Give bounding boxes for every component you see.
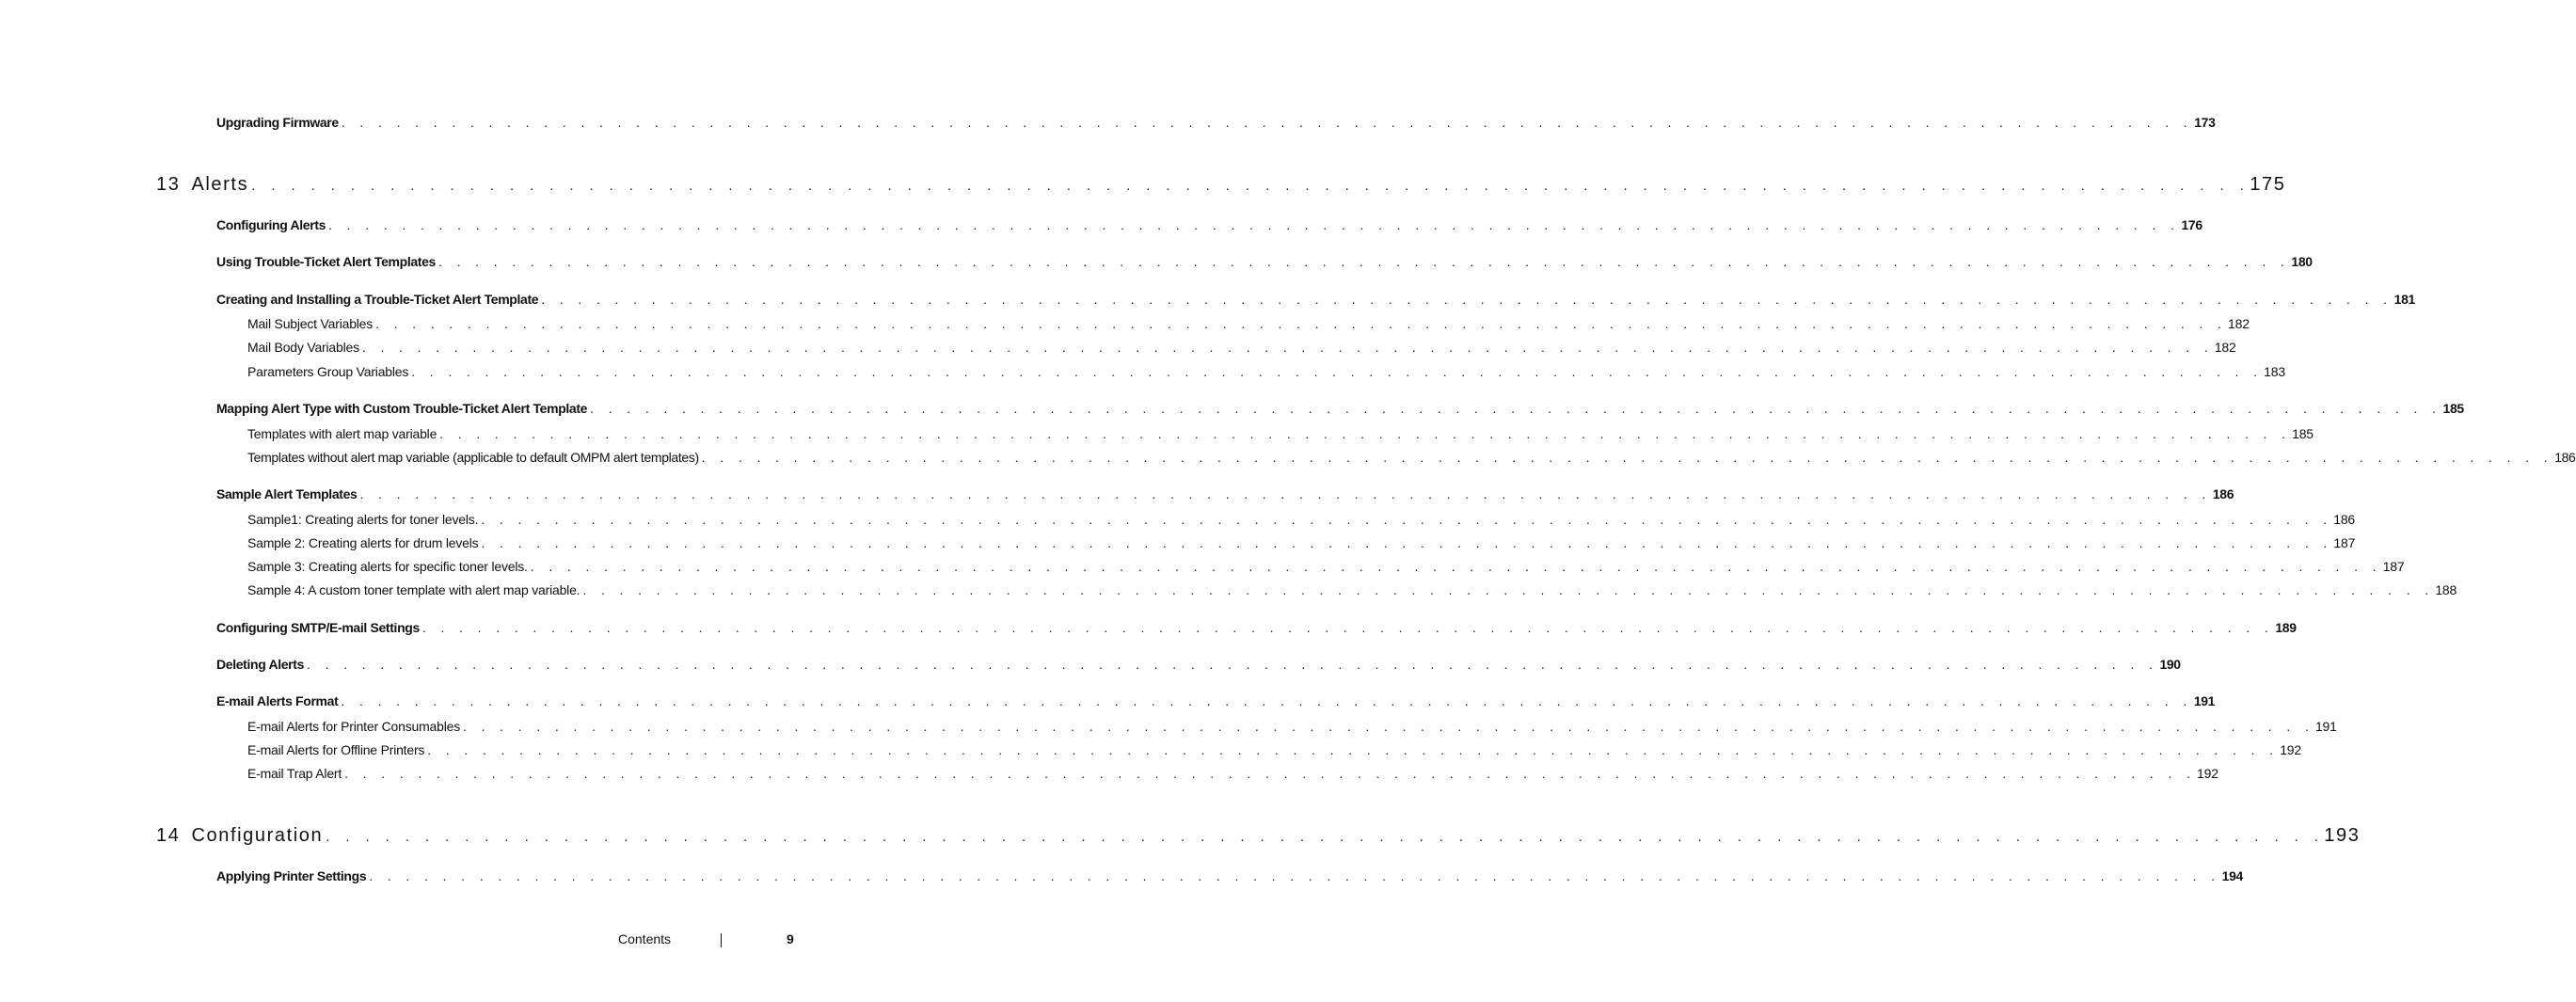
toc-entry-page: 176 xyxy=(2181,217,2202,232)
toc-chapter-heading[interactable] xyxy=(156,174,2286,196)
toc-entry-page: 181 xyxy=(2393,292,2415,307)
toc-entry-title: E-mail Alerts Format xyxy=(216,693,339,708)
toc-subentry-page: 186 xyxy=(2333,512,2355,527)
toc-subentry-page: 191 xyxy=(2314,719,2337,734)
toc-subentry[interactable] xyxy=(247,766,2218,781)
dot-leader xyxy=(359,340,2214,355)
footer-page-number: 9 xyxy=(787,931,794,946)
toc-entry[interactable] xyxy=(216,693,2216,708)
dot-leader xyxy=(478,535,2332,550)
chapter-page: 193 xyxy=(2324,825,2361,846)
toc-subentry[interactable] xyxy=(247,340,2236,355)
toc-subentry-page: 187 xyxy=(2333,535,2356,550)
toc-subentry-page: 192 xyxy=(2197,766,2218,781)
dot-leader xyxy=(342,766,2196,781)
toc-subentry-title: E-mail Alerts for Offline Printers xyxy=(247,742,425,757)
dot-leader xyxy=(408,364,2263,379)
dot-leader xyxy=(338,693,2192,708)
chapter-number: 13 xyxy=(156,174,181,195)
toc-subentry-title: Templates with alert map variable xyxy=(247,426,437,441)
toc-entry-title: Deleting Alerts xyxy=(216,657,305,672)
toc-subentry-page: 182 xyxy=(2214,340,2236,355)
toc-subentry-title: Templates without alert map variable (applicable to default OMPM alert templates) xyxy=(247,450,699,465)
dot-leader xyxy=(436,254,2290,269)
toc-entry-title: Mapping Alert Type with Custom Trouble-Ticket Alert Template xyxy=(216,401,588,416)
toc-entry-title: Upgrading Firmware xyxy=(216,115,339,130)
dot-leader xyxy=(366,868,2220,883)
toc-entry-page: 185 xyxy=(2442,401,2464,416)
toc-subentry-title: Parameters Group Variables xyxy=(247,364,409,379)
dot-leader xyxy=(424,742,2279,757)
toc-subentry-title: Mail Subject Variables xyxy=(247,316,374,331)
toc-entry[interactable] xyxy=(216,657,2181,672)
toc-entry-title: Configuring Alerts xyxy=(216,217,326,232)
toc-subentry[interactable] xyxy=(247,450,2576,465)
toc-subentry[interactable] xyxy=(247,512,2355,527)
dot-leader xyxy=(437,426,2291,441)
toc-subentry-page: 182 xyxy=(2228,316,2250,331)
dot-leader xyxy=(323,829,2324,845)
toc-subentry-page: 187 xyxy=(2382,559,2405,574)
toc-subentry-page: 186 xyxy=(2554,450,2576,465)
toc-subentry[interactable] xyxy=(247,719,2337,734)
toc-entry[interactable] xyxy=(216,620,2297,635)
toc-subentry-page: 185 xyxy=(2292,426,2314,441)
toc-subentry-title: E-mail Alerts for Printer Consumables xyxy=(247,719,461,734)
dot-leader xyxy=(248,178,2250,194)
toc-subentry-title: E-mail Trap Alert xyxy=(247,766,342,781)
toc-subentry-page: 192 xyxy=(2280,742,2301,757)
toc-entry[interactable] xyxy=(216,217,2202,232)
toc-subentry[interactable] xyxy=(247,582,2457,597)
toc-entry-title: Sample Alert Templates xyxy=(216,486,358,501)
footer-divider xyxy=(721,933,722,947)
dot-leader xyxy=(587,401,2441,416)
chapter-title: Configuration xyxy=(191,825,324,846)
toc-entry[interactable] xyxy=(216,115,2216,130)
toc-subentry[interactable] xyxy=(247,316,2250,331)
toc-subentry-page: 188 xyxy=(2435,582,2457,597)
toc-subentry[interactable] xyxy=(247,426,2314,441)
toc-entry-page: 191 xyxy=(2193,693,2216,708)
dot-leader xyxy=(304,657,2158,672)
toc-subentry-title: Sample 2: Creating alerts for drum levels xyxy=(247,535,479,550)
toc-entry-page: 189 xyxy=(2275,620,2297,635)
toc-entry-title: Configuring SMTP/E-mail Settings xyxy=(216,620,420,635)
dot-leader xyxy=(580,582,2434,597)
dot-leader xyxy=(357,486,2211,501)
toc-entry[interactable] xyxy=(216,486,2234,501)
toc-entry-page: 173 xyxy=(2194,115,2216,130)
dot-leader xyxy=(373,316,2227,331)
chapter-number: 14 xyxy=(156,825,181,846)
toc-entry-title: Applying Printer Settings xyxy=(216,868,367,883)
toc-entry[interactable] xyxy=(216,401,2464,416)
dot-leader xyxy=(699,450,2553,465)
dot-leader xyxy=(339,115,2193,130)
dot-leader xyxy=(538,292,2393,307)
dot-leader xyxy=(528,559,2382,574)
toc-subentry[interactable] xyxy=(247,364,2285,379)
toc-entry-page: 186 xyxy=(2212,486,2234,501)
toc-entry[interactable] xyxy=(216,292,2415,307)
toc-entry-page: 190 xyxy=(2159,657,2181,672)
toc-subentry-title: Mail Body Variables xyxy=(247,340,359,355)
toc-subentry-page: 183 xyxy=(2264,364,2285,379)
toc-subentry[interactable] xyxy=(247,535,2356,550)
toc-entry[interactable] xyxy=(216,868,2243,883)
toc-entry-title: Using Trouble-Ticket Alert Templates xyxy=(216,254,436,269)
toc-entry-page: 180 xyxy=(2291,254,2313,269)
toc-chapter-heading[interactable] xyxy=(156,825,2361,847)
chapter-title: Alerts xyxy=(191,174,249,195)
toc-entry-page: 194 xyxy=(2221,868,2243,883)
chapter-page: 175 xyxy=(2250,174,2286,195)
toc-entry-title: Creating and Installing a Trouble-Ticket Alert Template xyxy=(216,292,539,307)
footer-section-label: Contents xyxy=(618,931,672,946)
dot-leader xyxy=(326,217,2180,232)
toc-entry[interactable] xyxy=(216,254,2313,269)
toc-subentry-title: Sample 3: Creating alerts for specific toner levels. xyxy=(247,559,528,574)
dot-leader xyxy=(478,512,2332,527)
dot-leader xyxy=(420,620,2274,635)
dot-leader xyxy=(460,719,2314,734)
toc-subentry[interactable] xyxy=(247,742,2301,757)
toc-subentry-title: Sample1: Creating alerts for toner levels. xyxy=(247,512,479,527)
toc-subentry[interactable] xyxy=(247,559,2405,574)
toc-subentry-title: Sample 4: A custom toner template with alert map variable. xyxy=(247,582,580,597)
